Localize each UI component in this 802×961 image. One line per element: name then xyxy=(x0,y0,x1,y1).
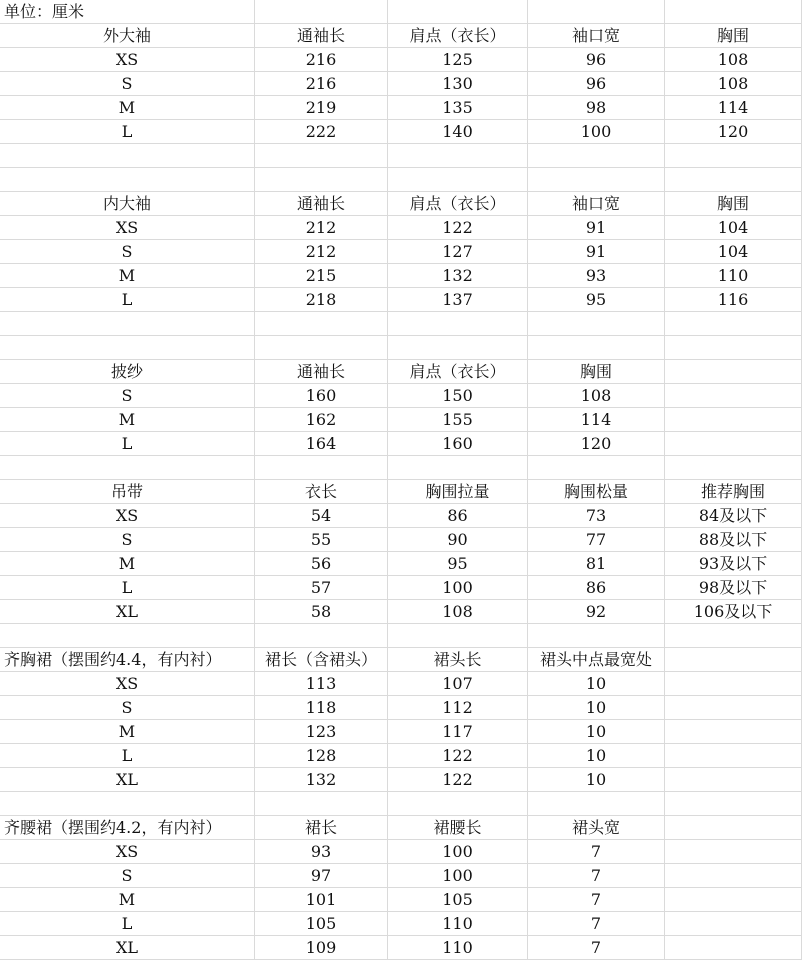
column-header-neida[interactable]: 胸围 xyxy=(665,192,802,216)
value-cell[interactable]: 132 xyxy=(388,264,528,288)
value-cell[interactable] xyxy=(665,672,802,696)
value-cell[interactable]: 10 xyxy=(528,696,665,720)
empty-cell[interactable] xyxy=(665,168,802,192)
size-label-cell[interactable]: L xyxy=(0,744,255,768)
value-cell[interactable]: 218 xyxy=(255,288,388,312)
value-cell[interactable]: 108 xyxy=(665,72,802,96)
value-cell[interactable]: 123 xyxy=(255,720,388,744)
value-cell[interactable]: 104 xyxy=(665,240,802,264)
value-cell[interactable] xyxy=(665,768,802,792)
value-cell[interactable] xyxy=(665,912,802,936)
empty-cell[interactable] xyxy=(528,168,665,192)
empty-cell[interactable] xyxy=(528,144,665,168)
column-header-neida[interactable]: 肩点（衣长） xyxy=(388,192,528,216)
column-header-neida[interactable]: 通袖长 xyxy=(255,192,388,216)
empty-cell[interactable] xyxy=(528,456,665,480)
section-title-diaodai[interactable]: 吊带 xyxy=(0,480,255,504)
section-title-waida[interactable]: 外大袖 xyxy=(0,24,255,48)
column-header-qixiong[interactable]: 裙头长 xyxy=(388,648,528,672)
column-header-pisha[interactable]: 通袖长 xyxy=(255,360,388,384)
value-cell[interactable]: 104 xyxy=(665,216,802,240)
size-label-cell[interactable]: M xyxy=(0,96,255,120)
empty-cell[interactable] xyxy=(0,792,255,816)
value-cell[interactable] xyxy=(665,384,802,408)
size-label-cell[interactable]: XS xyxy=(0,672,255,696)
empty-cell[interactable] xyxy=(665,0,802,24)
empty-cell[interactable] xyxy=(255,144,388,168)
value-cell[interactable]: 127 xyxy=(388,240,528,264)
section-title-qixiong[interactable]: 齐胸裙（摆围约4.4，有内衬） xyxy=(0,648,255,672)
size-label-cell[interactable]: S xyxy=(0,384,255,408)
size-label-cell[interactable]: L xyxy=(0,912,255,936)
size-label-cell[interactable]: M xyxy=(0,408,255,432)
value-cell[interactable]: 77 xyxy=(528,528,665,552)
unit-label-cell[interactable]: 单位：厘米 xyxy=(0,0,255,24)
empty-cell[interactable] xyxy=(665,144,802,168)
value-cell[interactable]: 132 xyxy=(255,768,388,792)
value-cell[interactable]: 97 xyxy=(255,864,388,888)
value-cell[interactable] xyxy=(665,888,802,912)
empty-cell[interactable] xyxy=(388,144,528,168)
value-cell[interactable]: 216 xyxy=(255,48,388,72)
value-cell[interactable] xyxy=(665,720,802,744)
value-cell[interactable]: 215 xyxy=(255,264,388,288)
value-cell[interactable]: 125 xyxy=(388,48,528,72)
value-cell[interactable]: 106及以下 xyxy=(665,600,802,624)
value-cell[interactable]: 90 xyxy=(388,528,528,552)
empty-cell[interactable] xyxy=(255,168,388,192)
value-cell[interactable]: 150 xyxy=(388,384,528,408)
value-cell[interactable]: 114 xyxy=(528,408,665,432)
column-header-diaodai[interactable]: 推荐胸围 xyxy=(665,480,802,504)
value-cell[interactable]: 100 xyxy=(388,840,528,864)
value-cell[interactable]: 55 xyxy=(255,528,388,552)
value-cell[interactable]: 91 xyxy=(528,216,665,240)
empty-cell[interactable] xyxy=(528,312,665,336)
size-label-cell[interactable]: XS xyxy=(0,48,255,72)
column-header-qixiong[interactable] xyxy=(665,648,802,672)
value-cell[interactable]: 10 xyxy=(528,720,665,744)
size-label-cell[interactable]: S xyxy=(0,72,255,96)
column-header-waida[interactable]: 肩点（衣长） xyxy=(388,24,528,48)
size-label-cell[interactable]: L xyxy=(0,576,255,600)
value-cell[interactable]: 105 xyxy=(255,912,388,936)
empty-cell[interactable] xyxy=(665,456,802,480)
column-header-waida[interactable]: 胸围 xyxy=(665,24,802,48)
size-label-cell[interactable]: XS xyxy=(0,216,255,240)
value-cell[interactable]: 110 xyxy=(388,912,528,936)
empty-cell[interactable] xyxy=(388,792,528,816)
value-cell[interactable]: 120 xyxy=(528,432,665,456)
column-header-qiyao[interactable]: 裙腰长 xyxy=(388,816,528,840)
empty-cell[interactable] xyxy=(665,792,802,816)
value-cell[interactable]: 108 xyxy=(665,48,802,72)
empty-cell[interactable] xyxy=(388,456,528,480)
empty-cell[interactable] xyxy=(0,168,255,192)
value-cell[interactable]: 93及以下 xyxy=(665,552,802,576)
value-cell[interactable]: 114 xyxy=(665,96,802,120)
value-cell[interactable] xyxy=(665,696,802,720)
value-cell[interactable]: 7 xyxy=(528,912,665,936)
size-label-cell[interactable]: S xyxy=(0,864,255,888)
size-label-cell[interactable]: XL xyxy=(0,936,255,960)
value-cell[interactable]: 88及以下 xyxy=(665,528,802,552)
empty-cell[interactable] xyxy=(665,336,802,360)
column-header-qiyao[interactable] xyxy=(665,816,802,840)
column-header-qiyao[interactable]: 裙长 xyxy=(255,816,388,840)
value-cell[interactable]: 160 xyxy=(255,384,388,408)
empty-cell[interactable] xyxy=(388,624,528,648)
section-title-qiyao[interactable]: 齐腰裙（摆围约4.2，有内衬） xyxy=(0,816,255,840)
value-cell[interactable]: 56 xyxy=(255,552,388,576)
value-cell[interactable]: 219 xyxy=(255,96,388,120)
size-label-cell[interactable]: S xyxy=(0,696,255,720)
empty-cell[interactable] xyxy=(255,792,388,816)
value-cell[interactable]: 108 xyxy=(388,600,528,624)
value-cell[interactable]: 100 xyxy=(388,864,528,888)
size-label-cell[interactable]: L xyxy=(0,288,255,312)
value-cell[interactable]: 101 xyxy=(255,888,388,912)
column-header-diaodai[interactable]: 胸围拉量 xyxy=(388,480,528,504)
value-cell[interactable]: 54 xyxy=(255,504,388,528)
value-cell[interactable]: 122 xyxy=(388,216,528,240)
empty-cell[interactable] xyxy=(255,456,388,480)
value-cell[interactable]: 118 xyxy=(255,696,388,720)
empty-cell[interactable] xyxy=(0,144,255,168)
value-cell[interactable]: 137 xyxy=(388,288,528,312)
value-cell[interactable]: 113 xyxy=(255,672,388,696)
value-cell[interactable]: 7 xyxy=(528,864,665,888)
value-cell[interactable]: 112 xyxy=(388,696,528,720)
value-cell[interactable]: 122 xyxy=(388,768,528,792)
value-cell[interactable]: 107 xyxy=(388,672,528,696)
column-header-pisha[interactable] xyxy=(665,360,802,384)
column-header-waida[interactable]: 袖口宽 xyxy=(528,24,665,48)
value-cell[interactable]: 128 xyxy=(255,744,388,768)
empty-cell[interactable] xyxy=(255,0,388,24)
size-label-cell[interactable]: XS xyxy=(0,504,255,528)
column-header-qixiong[interactable]: 裙头中点最宽处 xyxy=(528,648,665,672)
column-header-qixiong[interactable]: 裙长（含裙头） xyxy=(255,648,388,672)
size-label-cell[interactable]: M xyxy=(0,264,255,288)
value-cell[interactable]: 140 xyxy=(388,120,528,144)
empty-cell[interactable] xyxy=(255,624,388,648)
value-cell[interactable]: 130 xyxy=(388,72,528,96)
empty-cell[interactable] xyxy=(528,336,665,360)
empty-cell[interactable] xyxy=(0,624,255,648)
value-cell[interactable]: 110 xyxy=(665,264,802,288)
column-header-diaodai[interactable]: 衣长 xyxy=(255,480,388,504)
value-cell[interactable] xyxy=(665,864,802,888)
empty-cell[interactable] xyxy=(255,312,388,336)
value-cell[interactable]: 92 xyxy=(528,600,665,624)
empty-cell[interactable] xyxy=(388,336,528,360)
value-cell[interactable] xyxy=(665,840,802,864)
value-cell[interactable]: 96 xyxy=(528,72,665,96)
empty-cell[interactable] xyxy=(528,624,665,648)
empty-cell[interactable] xyxy=(388,0,528,24)
value-cell[interactable]: 98及以下 xyxy=(665,576,802,600)
empty-cell[interactable] xyxy=(388,168,528,192)
empty-cell[interactable] xyxy=(0,336,255,360)
empty-cell[interactable] xyxy=(665,624,802,648)
value-cell[interactable]: 100 xyxy=(388,576,528,600)
value-cell[interactable]: 105 xyxy=(388,888,528,912)
value-cell[interactable]: 7 xyxy=(528,936,665,960)
value-cell[interactable]: 7 xyxy=(528,840,665,864)
value-cell[interactable]: 122 xyxy=(388,744,528,768)
value-cell[interactable]: 96 xyxy=(528,48,665,72)
value-cell[interactable]: 93 xyxy=(255,840,388,864)
column-header-qiyao[interactable]: 裙头宽 xyxy=(528,816,665,840)
size-label-cell[interactable]: M xyxy=(0,720,255,744)
value-cell[interactable] xyxy=(665,408,802,432)
empty-cell[interactable] xyxy=(0,456,255,480)
size-label-cell[interactable]: XS xyxy=(0,840,255,864)
value-cell[interactable]: 222 xyxy=(255,120,388,144)
column-header-diaodai[interactable]: 胸围松量 xyxy=(528,480,665,504)
size-label-cell[interactable]: XL xyxy=(0,600,255,624)
empty-cell[interactable] xyxy=(388,312,528,336)
size-label-cell[interactable]: S xyxy=(0,528,255,552)
column-header-pisha[interactable]: 胸围 xyxy=(528,360,665,384)
size-label-cell[interactable]: M xyxy=(0,888,255,912)
value-cell[interactable]: 212 xyxy=(255,240,388,264)
value-cell[interactable] xyxy=(665,432,802,456)
value-cell[interactable]: 10 xyxy=(528,744,665,768)
value-cell[interactable]: 95 xyxy=(388,552,528,576)
value-cell[interactable]: 86 xyxy=(388,504,528,528)
empty-cell[interactable] xyxy=(528,792,665,816)
empty-cell[interactable] xyxy=(0,312,255,336)
value-cell[interactable]: 164 xyxy=(255,432,388,456)
value-cell[interactable]: 98 xyxy=(528,96,665,120)
value-cell[interactable]: 93 xyxy=(528,264,665,288)
value-cell[interactable]: 7 xyxy=(528,888,665,912)
empty-cell[interactable] xyxy=(528,0,665,24)
value-cell[interactable]: 100 xyxy=(528,120,665,144)
value-cell[interactable]: 117 xyxy=(388,720,528,744)
value-cell[interactable]: 86 xyxy=(528,576,665,600)
value-cell[interactable]: 216 xyxy=(255,72,388,96)
empty-cell[interactable] xyxy=(255,336,388,360)
size-label-cell[interactable]: M xyxy=(0,552,255,576)
value-cell[interactable]: 108 xyxy=(528,384,665,408)
size-label-cell[interactable]: L xyxy=(0,120,255,144)
value-cell[interactable]: 58 xyxy=(255,600,388,624)
value-cell[interactable]: 10 xyxy=(528,768,665,792)
size-label-cell[interactable]: S xyxy=(0,240,255,264)
value-cell[interactable]: 91 xyxy=(528,240,665,264)
value-cell[interactable]: 84及以下 xyxy=(665,504,802,528)
value-cell[interactable]: 120 xyxy=(665,120,802,144)
value-cell[interactable] xyxy=(665,744,802,768)
size-label-cell[interactable]: L xyxy=(0,432,255,456)
column-header-neida[interactable]: 袖口宽 xyxy=(528,192,665,216)
value-cell[interactable]: 10 xyxy=(528,672,665,696)
column-header-waida[interactable]: 通袖长 xyxy=(255,24,388,48)
value-cell[interactable]: 212 xyxy=(255,216,388,240)
value-cell[interactable]: 110 xyxy=(388,936,528,960)
column-header-pisha[interactable]: 肩点（衣长） xyxy=(388,360,528,384)
value-cell[interactable]: 116 xyxy=(665,288,802,312)
value-cell[interactable]: 155 xyxy=(388,408,528,432)
value-cell[interactable] xyxy=(665,936,802,960)
value-cell[interactable]: 162 xyxy=(255,408,388,432)
value-cell[interactable]: 95 xyxy=(528,288,665,312)
section-title-pisha[interactable]: 披纱 xyxy=(0,360,255,384)
value-cell[interactable]: 81 xyxy=(528,552,665,576)
empty-cell[interactable] xyxy=(665,312,802,336)
value-cell[interactable]: 109 xyxy=(255,936,388,960)
value-cell[interactable]: 57 xyxy=(255,576,388,600)
value-cell[interactable]: 135 xyxy=(388,96,528,120)
section-title-neida[interactable]: 内大袖 xyxy=(0,192,255,216)
size-label-cell[interactable]: XL xyxy=(0,768,255,792)
value-cell[interactable]: 160 xyxy=(388,432,528,456)
value-cell[interactable]: 73 xyxy=(528,504,665,528)
